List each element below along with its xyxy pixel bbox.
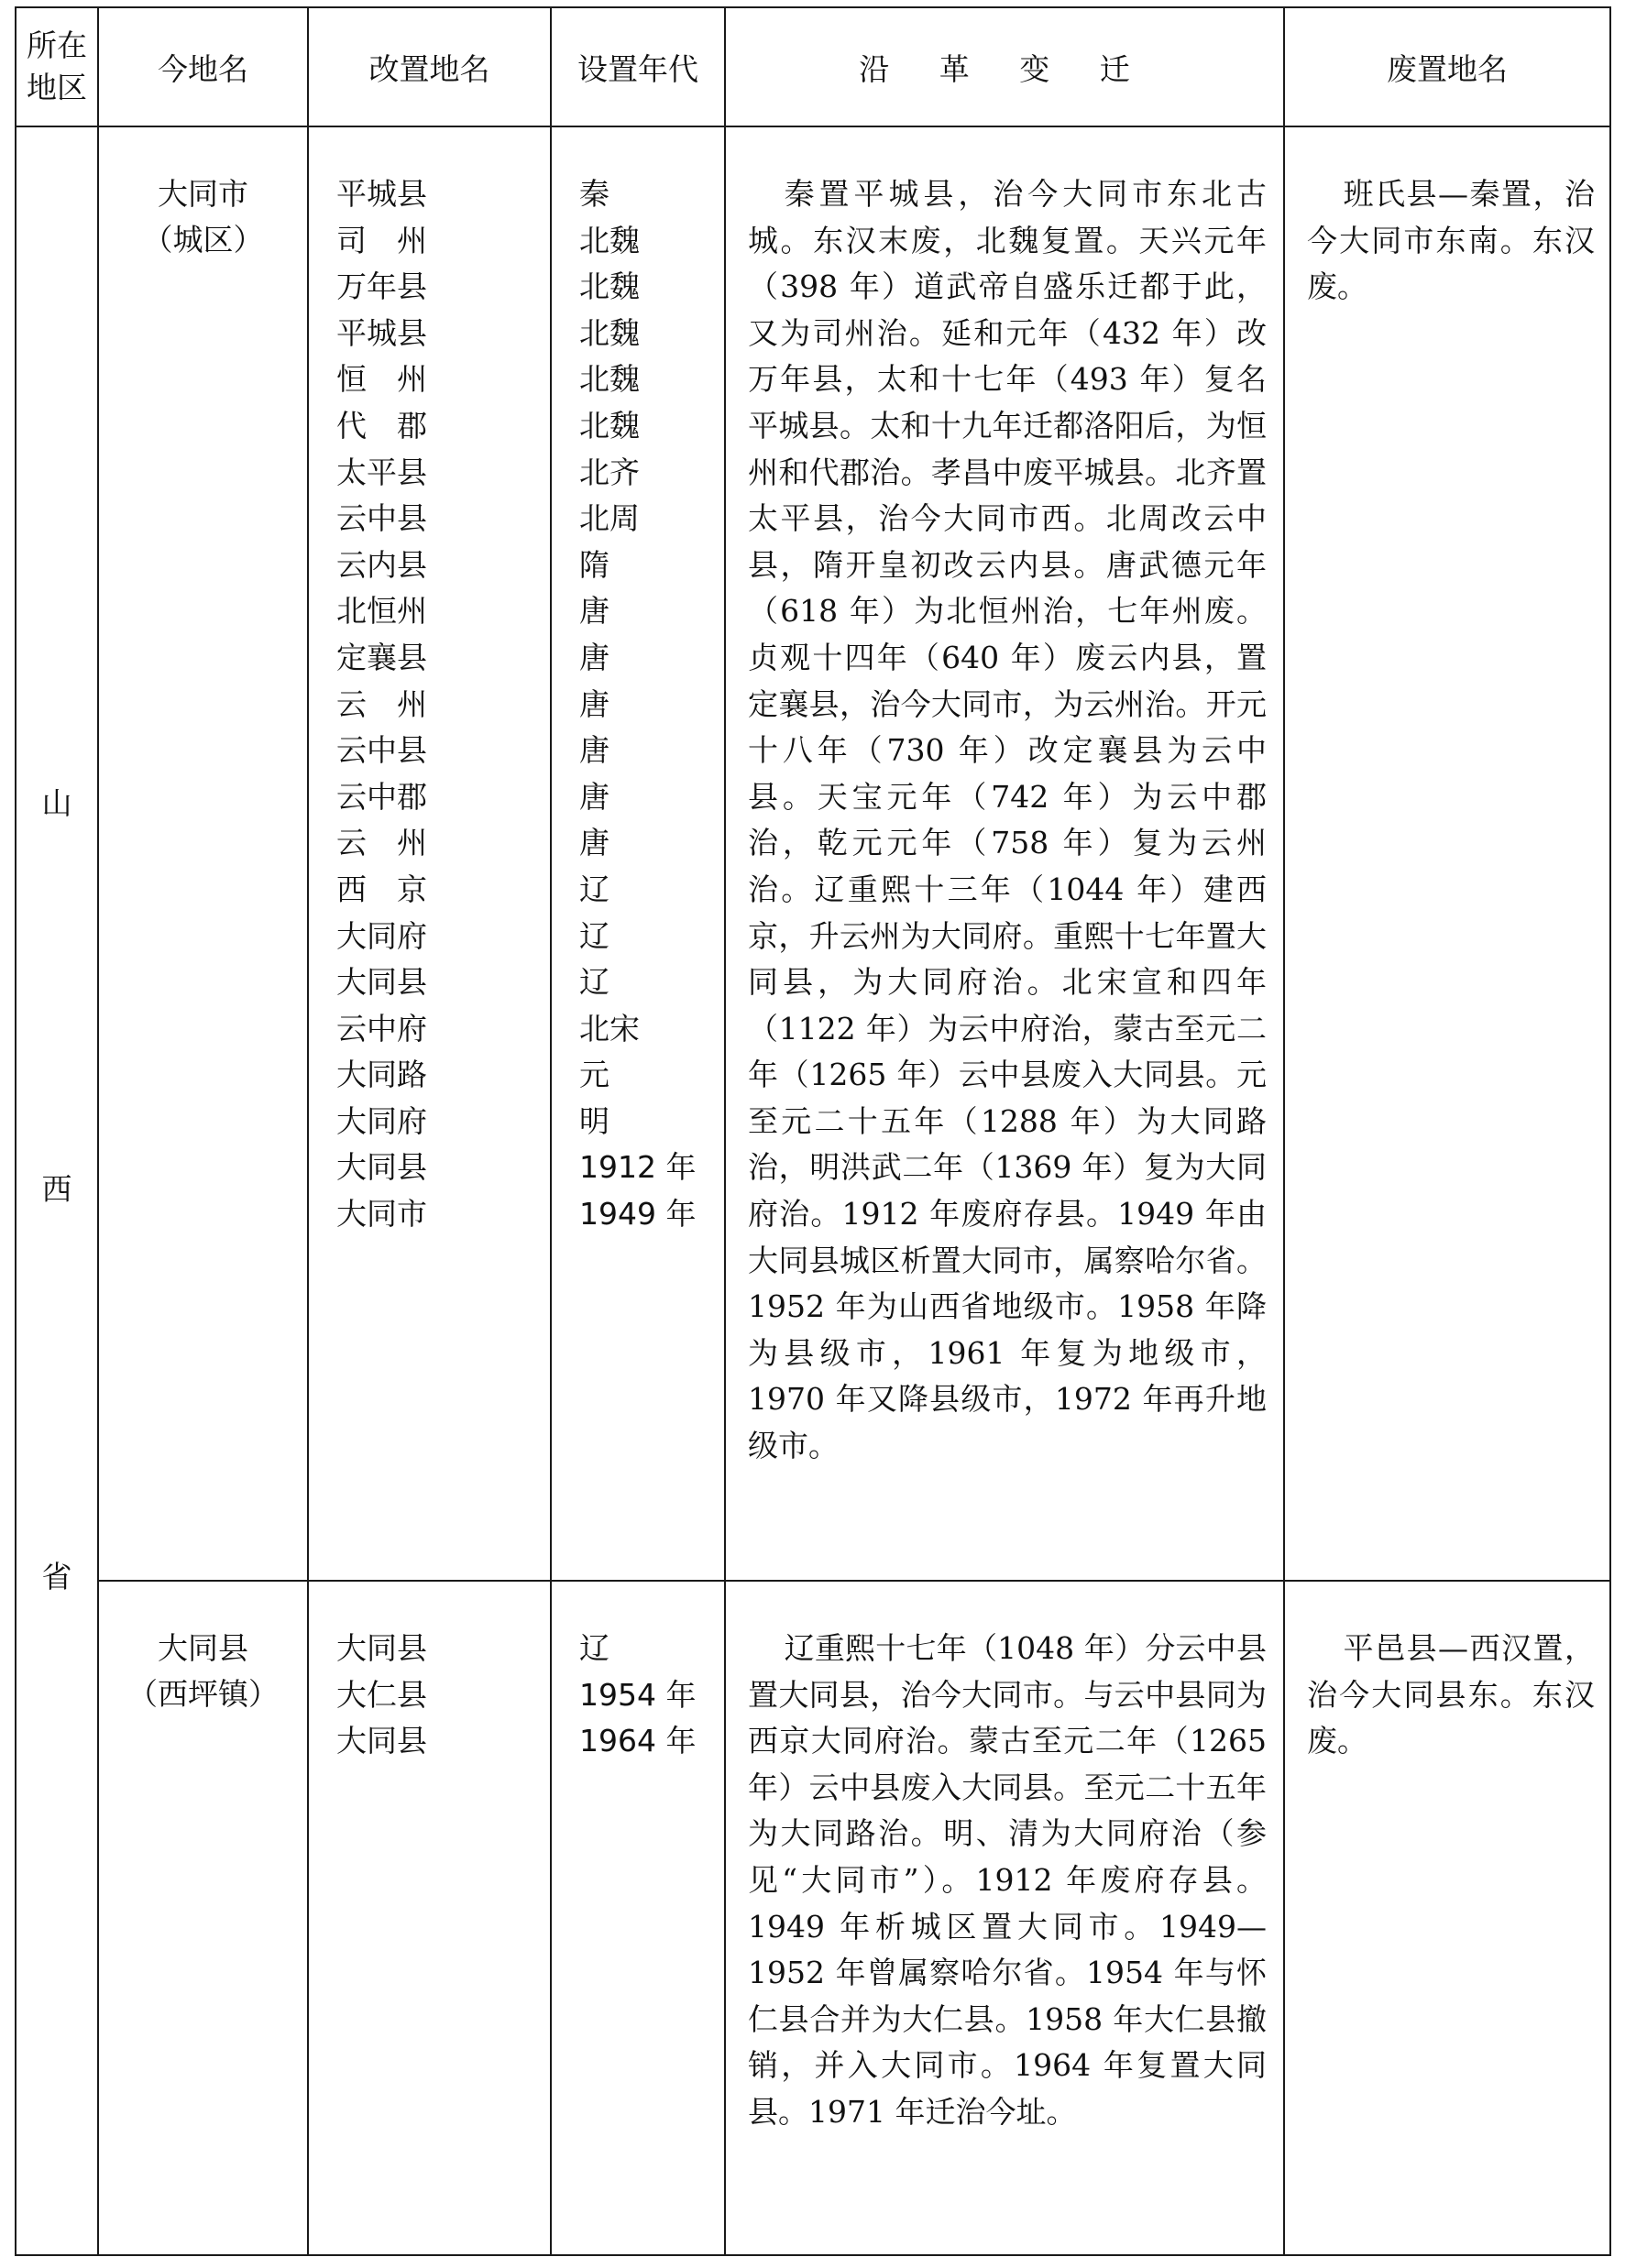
list-item: 大同县 <box>336 964 427 1001</box>
list-item: 云中郡 <box>336 778 427 815</box>
list-item: 太平县 <box>336 454 427 490</box>
list-item: 辽 <box>579 917 609 954</box>
region-char: 山 <box>41 785 72 821</box>
list-item: 西 京 <box>336 871 427 907</box>
list-item: 秦 <box>579 176 609 212</box>
list-item: 平城县 <box>336 314 427 351</box>
list-item: 1912 年 <box>579 1149 697 1186</box>
list-item: 1949 年 <box>579 1196 697 1233</box>
region-cell <box>16 126 98 2255</box>
region-char: 省 <box>41 1559 72 1594</box>
changed-names-cell <box>308 1581 551 2255</box>
current-name: 大同县 <box>158 1630 248 1666</box>
header-row <box>16 7 1610 126</box>
list-item: 北恒州 <box>336 593 427 630</box>
list-item: 大同路 <box>336 1057 427 1093</box>
list-item: 北魏 <box>579 268 640 305</box>
header-current-name: 今地名 <box>98 7 308 126</box>
established-era-cell <box>551 1581 725 2255</box>
list-item: 唐 <box>579 825 609 861</box>
list-item: 唐 <box>579 732 609 769</box>
history-cell <box>725 126 1284 1581</box>
list-item: 1964 年 <box>579 1723 697 1759</box>
header-history: 沿 革 变 迁 <box>725 7 1284 126</box>
list-item: 大同府 <box>336 1102 427 1139</box>
list-item: 唐 <box>579 778 609 815</box>
abolished-cell <box>1284 1581 1610 2255</box>
current-name: 大同市 <box>158 176 248 212</box>
list-item: 北魏 <box>579 314 640 351</box>
gazetteer-table <box>15 6 1611 2256</box>
list-item: 大仁县 <box>336 1676 427 1713</box>
current-name-note: （城区） <box>142 222 264 257</box>
list-item: 定襄县 <box>336 639 427 675</box>
list-item: 大同县 <box>336 1149 427 1186</box>
list-item: 明 <box>579 1102 609 1139</box>
list-item: 隋 <box>579 546 609 583</box>
list-item: 云 州 <box>336 825 427 861</box>
list-item: 辽 <box>579 1630 609 1666</box>
abolished-cell <box>1284 126 1610 1581</box>
list-item: 云 州 <box>336 685 427 722</box>
list-item: 北宋 <box>579 1010 640 1046</box>
history-text: 辽重熙十七年（1048 年）分云中县置大同县，治今大同市。与云中县同为西京大同府治。蒙古至元二年（1265 年）云中县废入大同县。至元二十五年为大同路治。明、清为大同府治（参见“大同市”）。1912 年废府存县。1949 年析城区置大同市。1949—1952 年曾属察哈尔省。1954 年与怀仁县合并为大仁县。1958 年大仁县撤销，并入大同市。1964 年复置大同县。1971 年迁治今址。 <box>748 1630 1267 2130</box>
region-char: 西 <box>41 1171 72 1207</box>
list-item: 北周 <box>579 500 640 537</box>
list-item: 云内县 <box>336 546 427 583</box>
changed-names-cell <box>308 126 551 1581</box>
list-item: 唐 <box>579 639 609 675</box>
header-region <box>16 7 98 126</box>
list-item: 平城县 <box>336 176 427 212</box>
list-item: 代 郡 <box>336 407 427 444</box>
list-item: 大同市 <box>336 1196 427 1233</box>
header-region-line2: 地区 <box>27 70 87 105</box>
header-region-line1: 所在 <box>27 27 87 63</box>
list-item: 大同县 <box>336 1723 427 1759</box>
history-text: 秦置平城县，治今大同市东北古城。东汉末废，北魏复置。天兴元年（398 年）道武帝自盛乐迁都于此，又为司州治。延和元年（432 年）改万年县，太和十七年（493 年）复名平城县。太和十九年迁都洛阳后，为恒州和代郡治。孝昌中废平城县。北齐置太平县，治今大同市西。北周改云中县，隋开皇初改云内县。唐武德元年（618 年）为北恒州治，七年州废。贞观十四年（640 年）废云内县，置定襄县，治今大同市，为云州治。开元十八年（730 年）改定襄县为云中县。天宝元年（742 年）为云中郡治，乾元元年（758 年）复为云州治。辽重熙十三年（1044 年）建西京，升云州为大同府。重熙十七年置大同县，为大同府治。北宋宣和四年（1122 年）为云中府治，蒙古至元二年（1265 年）云中县废入大同县。元至元二十五年（1288 年）为大同路治，明洪武二年（1369 年）复为大同府治。1912 年废府存县。1949 年由大同县城区析置大同市，属察哈尔省。1952 年为山西省地级市。1958 年降为县级市，1961 年复为地级市，1970 年又降县级市，1972 年再升地级市。 <box>748 176 1267 1464</box>
established-era-list <box>552 1626 724 1765</box>
table-row <box>16 1581 1610 2255</box>
list-item: 大同县 <box>336 1630 427 1666</box>
list-item: 辽 <box>579 871 609 907</box>
current-name-note: （西坪镇） <box>127 1676 279 1712</box>
list-item: 北齐 <box>579 454 640 490</box>
header-abolished-name: 废置地名 <box>1284 7 1610 126</box>
header-changed-name: 改置地名 <box>308 7 551 126</box>
list-item: 北魏 <box>579 222 640 258</box>
changed-names-list <box>309 171 550 1238</box>
current-name-cell <box>98 1581 308 2255</box>
established-era-list <box>552 171 724 1238</box>
list-item: 唐 <box>579 685 609 722</box>
list-item: 北魏 <box>579 407 640 444</box>
list-item: 云中县 <box>336 732 427 769</box>
list-item: 司 州 <box>336 222 427 258</box>
list-item: 云中县 <box>336 500 427 537</box>
list-item: 唐 <box>579 593 609 630</box>
list-item: 1954 年 <box>579 1676 697 1713</box>
list-item: 万年县 <box>336 268 427 305</box>
table-row <box>16 126 1610 1581</box>
header-established-era: 设置年代 <box>551 7 725 126</box>
changed-names-list <box>309 1626 550 1765</box>
list-item: 北魏 <box>579 361 640 398</box>
list-item: 大同府 <box>336 917 427 954</box>
history-cell <box>725 1581 1284 2255</box>
list-item: 恒 州 <box>336 361 427 398</box>
list-item: 元 <box>579 1057 609 1093</box>
established-era-cell <box>551 126 725 1581</box>
abolished-text: 平邑县—西汉置，治今大同县东。东汉废。 <box>1307 1630 1595 1759</box>
abolished-text: 班氏县—秦置，治今大同市东南。东汉废。 <box>1307 176 1595 305</box>
current-name-cell <box>98 126 308 1581</box>
list-item: 云中府 <box>336 1010 427 1046</box>
list-item: 辽 <box>579 964 609 1001</box>
